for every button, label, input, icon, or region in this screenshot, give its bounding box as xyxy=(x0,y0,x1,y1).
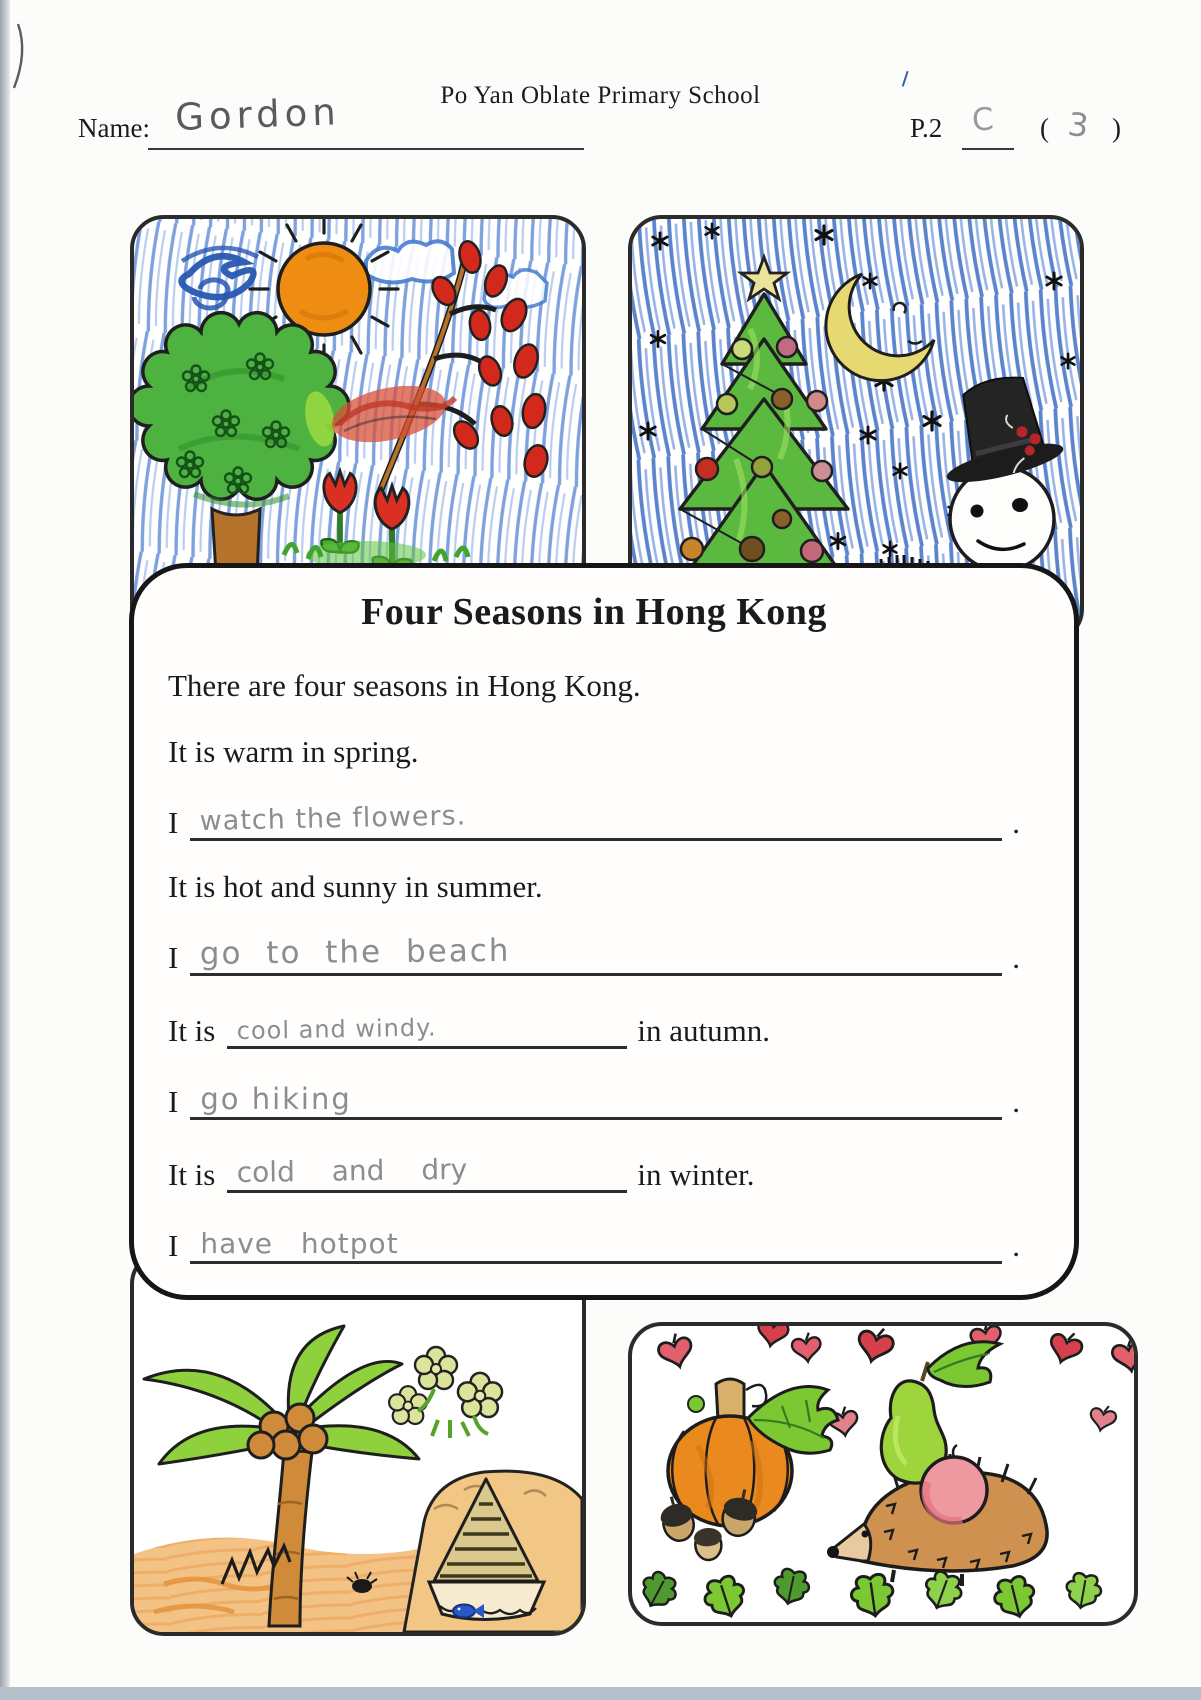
winter-weather-blank xyxy=(227,1146,627,1193)
winter-answer-blank xyxy=(190,1217,1002,1264)
sentence-prefix: I xyxy=(168,1084,179,1119)
worksheet-text-box xyxy=(129,563,1079,1300)
intro-sentence: There are four seasons in Hong Kong. xyxy=(168,668,641,703)
scan-edge-bottom xyxy=(0,1687,1201,1700)
summer-activity-line xyxy=(168,929,1020,976)
handwritten-summer-answer: go to the beach xyxy=(199,932,511,972)
sentence-prefix: It is xyxy=(168,1013,216,1048)
name-label: Name: xyxy=(78,113,150,143)
scan-edge-left xyxy=(0,0,10,1700)
line-period: . xyxy=(1012,1228,1020,1263)
summer-answer-blank xyxy=(190,929,1002,976)
sentence-prefix: I xyxy=(168,1228,179,1263)
spring-statement: It is warm in spring. xyxy=(168,734,419,769)
autumn-answer-blank xyxy=(190,1073,1002,1120)
sentence-suffix: in winter. xyxy=(637,1157,755,1192)
handwritten-autumn-weather: cool and windy. xyxy=(236,1013,438,1045)
handwritten-student-name: Gordon xyxy=(174,90,342,139)
class-label: P.2 xyxy=(910,113,943,143)
autumn-activity-line xyxy=(168,1073,1020,1120)
summer-drawing-panel xyxy=(130,1250,586,1636)
beach-flowers-icon xyxy=(389,1347,502,1438)
corner-pen-mark xyxy=(4,22,38,92)
summer-drawing xyxy=(134,1254,582,1632)
name-underline xyxy=(148,90,584,150)
autumn-weather-blank xyxy=(227,1002,627,1049)
oak-leaves-icon xyxy=(635,1567,1103,1622)
winter-activity-line xyxy=(168,1217,1020,1264)
autumn-weather-line xyxy=(168,1002,1020,1049)
handwritten-class-number: 3 xyxy=(1065,104,1091,146)
handwritten-winter-weather: cold and dry xyxy=(236,1152,468,1189)
open-paren: ( xyxy=(1040,113,1049,143)
handwritten-winter-answer: have hotpot xyxy=(200,1227,399,1260)
autumn-drawing xyxy=(632,1326,1134,1622)
summer-statement: It is hot and sunny in summer. xyxy=(168,869,543,904)
worksheet-title: Four Seasons in Hong Kong xyxy=(361,591,827,633)
handwritten-autumn-answer: go hiking xyxy=(200,1082,352,1116)
sentence-prefix: I xyxy=(168,940,179,975)
line-period: . xyxy=(1012,1084,1020,1119)
winter-weather-line xyxy=(168,1146,1020,1193)
sentence-prefix: It is xyxy=(168,1157,216,1192)
handwritten-spring-answer: watch the flowers. xyxy=(199,800,467,837)
line-period: . xyxy=(1012,940,1020,975)
school-name: Po Yan Oblate Primary School xyxy=(440,82,761,109)
line-period: . xyxy=(1012,805,1020,840)
sentence-suffix: in autumn. xyxy=(637,1013,770,1048)
autumn-drawing-panel xyxy=(628,1322,1138,1626)
close-paren: ) xyxy=(1112,113,1121,143)
sentence-prefix: I xyxy=(168,805,179,840)
spring-activity-line xyxy=(168,794,1020,841)
handwritten-class-section: C xyxy=(970,101,995,139)
class-underline xyxy=(962,101,1014,150)
spring-answer-blank xyxy=(190,794,1002,841)
